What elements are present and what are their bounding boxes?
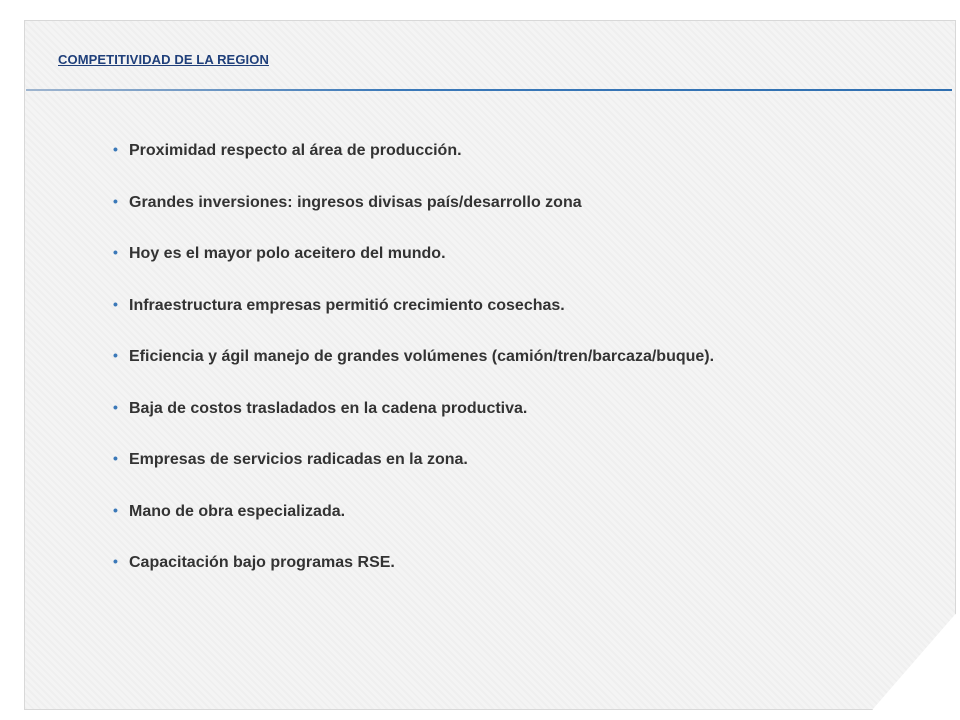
- title-divider: [26, 89, 952, 91]
- bullet-icon: •: [113, 347, 118, 363]
- bullet-icon: •: [113, 244, 118, 260]
- list-item: [113, 396, 714, 448]
- list-item: [113, 138, 714, 190]
- list-item: [113, 293, 714, 345]
- list-item: [113, 344, 714, 396]
- bullet-icon: •: [113, 398, 118, 415]
- bullet-text: Grandes inversiones: ingresos divisas país/desarrollo zona: [129, 193, 582, 211]
- bullet-text: Hoy es el mayor polo aceitero del mundo.: [129, 245, 446, 262]
- bullet-text: Infraestructura empresas permitió crecimiento cosechas.: [129, 296, 565, 314]
- bullet-text: Eficiencia y ágil manejo de grandes volúmenes (camión/tren/barcaza/buque).: [129, 348, 715, 365]
- list-item: [113, 447, 714, 499]
- bullet-icon: •: [113, 295, 118, 312]
- bullet-icon: •: [113, 553, 118, 569]
- bullet-list: [113, 138, 714, 602]
- list-item: [113, 190, 714, 242]
- bullet-icon: •: [113, 501, 118, 518]
- bullet-icon: •: [113, 450, 118, 466]
- bullet-text: Empresas de servicios radicadas en la zona.: [129, 451, 468, 468]
- bullet-text: Baja de costos trasladados en la cadena productiva.: [129, 399, 528, 417]
- slide-title: COMPETITIVIDAD DE LA REGION: [58, 52, 269, 67]
- list-item: [113, 550, 714, 602]
- bullet-text: Capacitación bajo programas RSE.: [129, 554, 395, 571]
- bullet-text: Proximidad respecto al área de producción.: [129, 142, 462, 159]
- list-item: [113, 241, 714, 293]
- bullet-icon: •: [113, 192, 118, 209]
- bullet-icon: •: [113, 141, 118, 157]
- list-item: [113, 499, 714, 551]
- bullet-text: Mano de obra especializada.: [129, 502, 346, 520]
